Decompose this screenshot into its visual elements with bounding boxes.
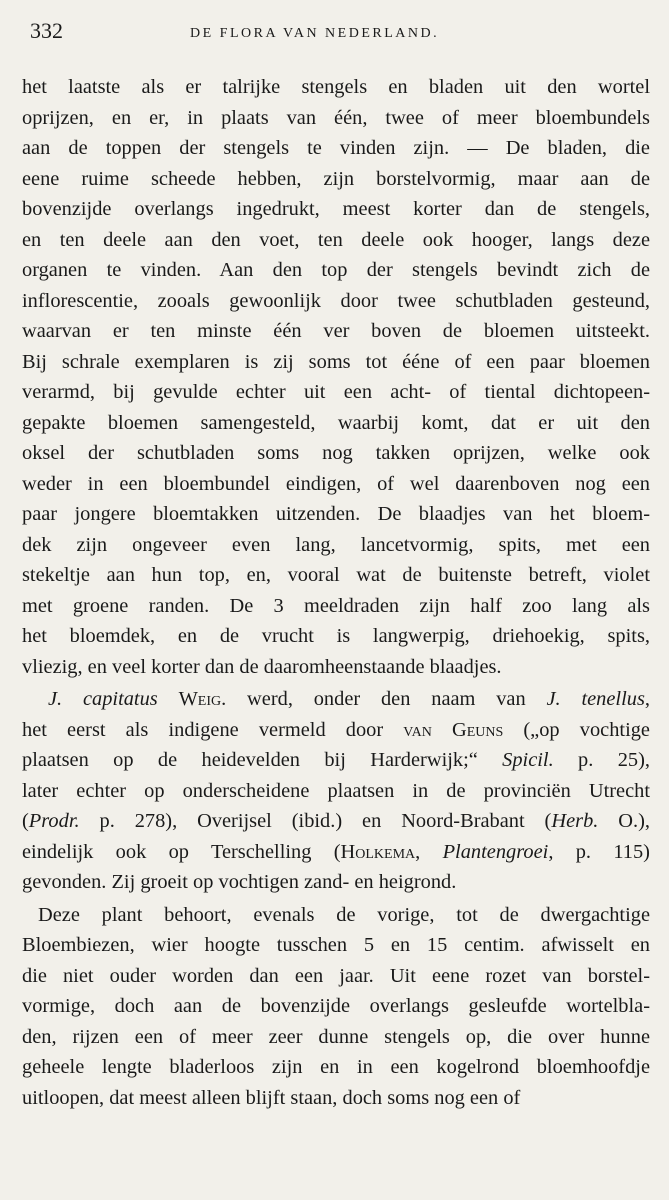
text-line	[22, 715, 650, 746]
text-line	[22, 1052, 650, 1083]
text-line	[22, 499, 650, 530]
text-run: die niet ouder worden dan een jaar. Uit eene rozet van borstel-	[22, 964, 650, 987]
text-run: eindelijk ook op Terschelling (	[22, 840, 341, 863]
text-line	[22, 103, 650, 134]
text-line	[22, 1083, 650, 1114]
text-line	[22, 530, 650, 561]
text-line	[22, 560, 650, 591]
text-run: waarvan er ten minste één ver boven de bloemen uitsteekt.	[22, 320, 650, 342]
text-line	[22, 408, 650, 439]
text-run: dek zijn ongeveer even lang, lancetvormig, spits, met een	[22, 533, 650, 556]
text-run: met groene randen. De 3 meeldraden zijn half zoo lang als	[22, 594, 650, 617]
page-header	[30, 18, 639, 48]
text-run: paar jongere bloemtakken uitzenden. De blaadjes van het bloem-	[22, 503, 650, 525]
italic-text: J. tenellus	[546, 688, 645, 710]
text-run: eene ruime scheede hebben, zijn borstelvormig, maar aan de	[22, 167, 650, 190]
text-line	[22, 621, 650, 652]
text-line	[22, 286, 650, 317]
text-run: en ten deele aan den voet, ten deele ook hooger, langs deze	[22, 228, 650, 251]
text-run: oksel der schutbladen soms nog takken oprijzen, welke ook	[22, 442, 650, 464]
text-line	[22, 900, 650, 931]
text-run: uitloopen, dat meest alleen blijft staan, doch soms nog een of	[22, 1086, 521, 1109]
text-line	[22, 194, 650, 225]
text-line	[22, 225, 650, 256]
text-line	[22, 255, 650, 286]
text-line	[22, 961, 650, 992]
text-run: vormige, doch aan de bovenzijde overlangs gesleufde wortelbla-	[22, 995, 650, 1017]
text-line	[22, 347, 650, 378]
text-line	[22, 316, 650, 347]
text-run: geheele lengte bladerloos zijn en in een kogelrond bloemhoofdje	[22, 1056, 650, 1078]
text-line	[22, 469, 650, 500]
text-line	[22, 991, 650, 1022]
text-run: aan de toppen der stengels te vinden zijn. — De bladen, die	[22, 137, 650, 159]
text-run: stekeltje aan hun top, en, vooral wat de buitenste betreft, violet	[22, 564, 650, 586]
italic-text: Herb.	[551, 810, 599, 832]
text-run: het eerst als indigene vermeld door	[22, 718, 404, 741]
text-run: het laatste als er talrijke stengels en bladen uit den wortel	[22, 76, 650, 98]
text-run: inflorescentie, zooals gewoonlijk door twee schutbladen gesteund,	[22, 289, 650, 312]
text-line	[22, 652, 650, 683]
text-run: later echter op onderscheidene plaatsen in de provinciën Utrecht	[22, 779, 650, 802]
text-line	[22, 930, 650, 961]
text-line	[22, 377, 650, 408]
text-run: („op vochtige	[503, 718, 650, 741]
text-line	[22, 164, 650, 195]
italic-text: J. capitatus	[48, 688, 158, 710]
italic-text: Spicil.	[502, 749, 554, 771]
text-run: p. 25),	[553, 749, 650, 771]
text-run: Bij schrale exemplaren is zij soms tot ééne of een paar bloemen	[22, 350, 650, 373]
text-run: . werd, onder den naam van	[221, 688, 547, 710]
text-line	[22, 837, 650, 868]
italic-text: Plantengroei	[442, 840, 549, 863]
text-run: Bloembiezen, wier hoogte tusschen 5 en 15 centim. afwisselt en	[22, 934, 650, 956]
text-run: ,	[644, 688, 650, 710]
text-run: ,	[415, 840, 443, 863]
text-line	[22, 133, 650, 164]
text-run: O.),	[598, 810, 650, 832]
text-run	[158, 688, 179, 710]
text-run: den, rijzen een of meer zeer dunne stengels op, die over hunne	[22, 1025, 650, 1048]
text-run: verarmd, bij gevulde echter uit een acht- of tiental dichtopeen-	[22, 381, 650, 403]
text-run: het bloemdek, en de vrucht is langwerpig, driehoekig, spits,	[22, 625, 650, 647]
text-run: p. 278), Overijsel (ibid.) en Noord-Brabant (	[79, 810, 552, 832]
text-line	[22, 72, 650, 103]
text-run: oprijzen, en er, in plaats van één, twee of meer bloembundels	[22, 106, 650, 129]
small-caps-text: van Geuns	[403, 718, 504, 741]
running-title: DE FLORA VAN NEDERLAND.	[190, 26, 440, 41]
text-line	[22, 684, 650, 715]
text-line	[22, 776, 650, 807]
text-line	[22, 591, 650, 622]
text-run: organen te vinden. Aan den top der stengels bevindt zich de	[22, 259, 650, 281]
text-run: gevonden. Zij groeit op vochtigen zand- en heigrond.	[22, 871, 457, 893]
page-number: 332	[30, 18, 63, 43]
small-caps-text: Holkema	[340, 840, 416, 863]
text-run: (	[22, 810, 29, 832]
text-run: Deze plant behoort, evenals de vorige, tot de dwergachtige	[38, 903, 650, 926]
small-caps-text: Weig	[178, 688, 222, 710]
text-line	[22, 1022, 650, 1053]
text-run: bovenzijde overlangs ingedrukt, meest korter dan de stengels,	[22, 198, 650, 220]
text-run: plaatsen op de heidevelden bij Harderwijk;“	[22, 749, 503, 771]
body-text	[22, 72, 650, 1113]
text-line	[22, 438, 650, 469]
italic-text: Prodr.	[28, 810, 80, 832]
text-run: weder in een bloembundel eindigen, of wel daarenboven nog een	[22, 472, 650, 495]
text-line	[22, 867, 650, 898]
text-run: vliezig, en veel korter dan de daaromheenstaande blaadjes.	[22, 655, 502, 678]
text-line	[22, 745, 650, 776]
text-run: gepakte bloemen samengesteld, waarbij komt, dat er uit den	[22, 411, 650, 434]
text-run: , p. 115)	[548, 840, 650, 863]
text-line	[22, 806, 650, 837]
